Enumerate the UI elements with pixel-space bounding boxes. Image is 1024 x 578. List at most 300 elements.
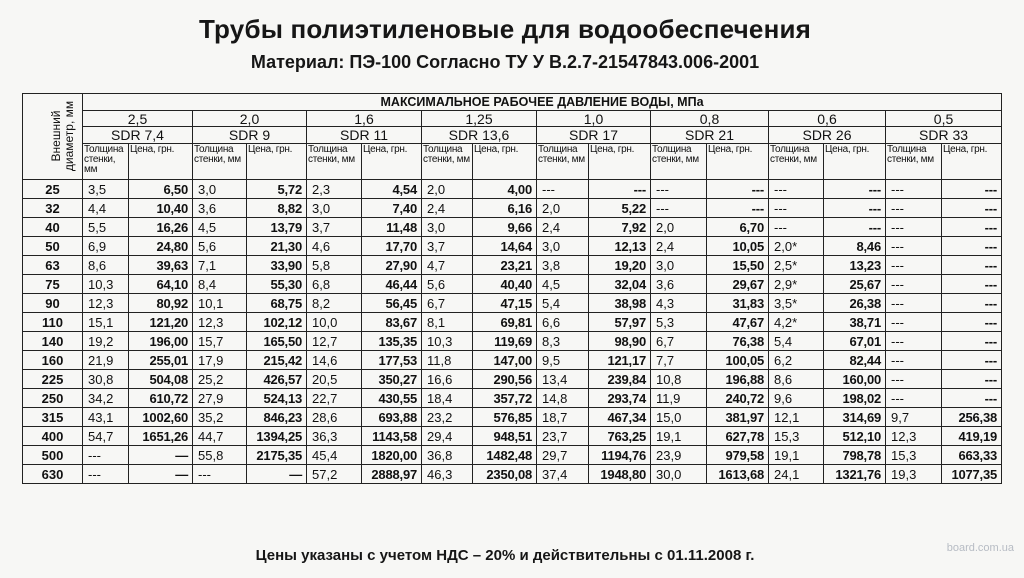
price-cell: 4,00 xyxy=(473,180,537,199)
thickness-cell: 17,9 xyxy=(193,351,247,370)
thickness-cell: 15,0 xyxy=(651,408,707,427)
price-cell: 8,82 xyxy=(247,199,307,218)
price-cell: 2175,35 xyxy=(247,446,307,465)
thickness-cell: 3,5* xyxy=(769,294,824,313)
sub-price-5: Цена, грн. xyxy=(707,144,769,180)
price-cell: 38,71 xyxy=(824,313,886,332)
sdr-4: SDR 17 xyxy=(537,127,651,144)
thickness-cell: 3,5 xyxy=(83,180,129,199)
thickness-cell: 15,1 xyxy=(83,313,129,332)
thickness-cell: 57,2 xyxy=(307,465,362,484)
price-cell: — xyxy=(247,465,307,484)
table-row xyxy=(23,465,1002,484)
diameter-cell: 630 xyxy=(23,465,83,484)
thickness-cell: 6,6 xyxy=(537,313,589,332)
thickness-cell: 4,2* xyxy=(769,313,824,332)
thickness-cell: 35,2 xyxy=(193,408,247,427)
thickness-cell: --- xyxy=(886,275,942,294)
thickness-cell: 8,3 xyxy=(537,332,589,351)
price-cell: 177,53 xyxy=(362,351,422,370)
thickness-cell: 10,0 xyxy=(307,313,362,332)
thickness-cell: 28,6 xyxy=(307,408,362,427)
sub-thickness-0: Толщина стенки, мм xyxy=(83,144,129,180)
sub-price-1: Цена, грн. xyxy=(247,144,307,180)
table-row xyxy=(23,408,1002,427)
thickness-cell: 27,9 xyxy=(193,389,247,408)
price-cell: 1002,60 xyxy=(129,408,193,427)
price-cell: 1820,00 xyxy=(362,446,422,465)
thickness-cell: 6,7 xyxy=(422,294,473,313)
table-row xyxy=(23,332,1002,351)
thickness-cell: 4,5 xyxy=(537,275,589,294)
thickness-cell: 11,9 xyxy=(651,389,707,408)
thickness-cell: 30,8 xyxy=(83,370,129,389)
price-cell: 1077,35 xyxy=(942,465,1002,484)
sub-price-4: Цена, грн. xyxy=(589,144,651,180)
price-cell: --- xyxy=(942,351,1002,370)
thickness-cell: 37,4 xyxy=(537,465,589,484)
table-row xyxy=(23,256,1002,275)
thickness-cell: 6,7 xyxy=(651,332,707,351)
thickness-cell: 20,5 xyxy=(307,370,362,389)
thickness-cell: 5,4 xyxy=(537,294,589,313)
table-row xyxy=(23,446,1002,465)
diameter-cell: 400 xyxy=(23,427,83,446)
thickness-cell: 29,4 xyxy=(422,427,473,446)
price-note: Цены указаны с учетом НДС – 20% и действительны с 01.11.2008 г. xyxy=(255,547,755,564)
thickness-cell: 43,1 xyxy=(83,408,129,427)
thickness-cell: 15,7 xyxy=(193,332,247,351)
thickness-cell: 36,8 xyxy=(422,446,473,465)
price-cell: --- xyxy=(942,180,1002,199)
diameter-cell: 160 xyxy=(23,351,83,370)
price-cell: --- xyxy=(707,180,769,199)
thickness-cell: 18,4 xyxy=(422,389,473,408)
sub-price-3: Цена, грн. xyxy=(473,144,537,180)
thickness-cell: 4,4 xyxy=(83,199,129,218)
price-cell: 57,97 xyxy=(589,313,651,332)
diameter-cell: 75 xyxy=(23,275,83,294)
price-cell: 512,10 xyxy=(824,427,886,446)
price-cell: 798,78 xyxy=(824,446,886,465)
thickness-cell: 8,1 xyxy=(422,313,473,332)
thickness-cell: 16,6 xyxy=(422,370,473,389)
price-cell: 29,67 xyxy=(707,275,769,294)
price-cell: 10,40 xyxy=(129,199,193,218)
price-cell: 524,13 xyxy=(247,389,307,408)
thickness-cell: 19,1 xyxy=(769,446,824,465)
thickness-cell: 8,2 xyxy=(307,294,362,313)
pressure-5: 0,8 xyxy=(651,111,769,127)
price-cell: 121,20 xyxy=(129,313,193,332)
thickness-cell: 8,4 xyxy=(193,275,247,294)
price-cell: 76,38 xyxy=(707,332,769,351)
table-row xyxy=(23,218,1002,237)
diameter-cell: 90 xyxy=(23,294,83,313)
thickness-cell: 54,7 xyxy=(83,427,129,446)
sub-thickness-2: Толщина стенки, мм xyxy=(307,144,362,180)
price-cell: 6,50 xyxy=(129,180,193,199)
price-cell: 12,13 xyxy=(589,237,651,256)
price-cell: — xyxy=(129,465,193,484)
thickness-cell: 19,2 xyxy=(83,332,129,351)
price-cell: 121,17 xyxy=(589,351,651,370)
diameter-cell: 32 xyxy=(23,199,83,218)
thickness-cell: 18,7 xyxy=(537,408,589,427)
table-row xyxy=(23,275,1002,294)
price-cell: 25,67 xyxy=(824,275,886,294)
diameter-cell: 40 xyxy=(23,218,83,237)
price-cell: 16,26 xyxy=(129,218,193,237)
pressure-header: МАКСИМАЛЬНОЕ РАБОЧЕЕ ДАВЛЕНИЕ ВОДЫ, МПа xyxy=(83,94,1002,111)
thickness-cell: 23,9 xyxy=(651,446,707,465)
thickness-cell: 2,3 xyxy=(307,180,362,199)
price-cell: 504,08 xyxy=(129,370,193,389)
price-cell: 147,00 xyxy=(473,351,537,370)
thickness-cell: 2,0 xyxy=(537,199,589,218)
table-row xyxy=(23,199,1002,218)
thickness-cell: 3,8 xyxy=(537,256,589,275)
thickness-cell: 3,0 xyxy=(537,237,589,256)
price-cell: 240,72 xyxy=(707,389,769,408)
price-cell: 196,00 xyxy=(129,332,193,351)
thickness-cell: --- xyxy=(769,180,824,199)
sdr-6: SDR 26 xyxy=(769,127,886,144)
price-cell: 100,05 xyxy=(707,351,769,370)
thickness-cell: 9,5 xyxy=(537,351,589,370)
diameter-cell: 315 xyxy=(23,408,83,427)
price-cell: 40,40 xyxy=(473,275,537,294)
thickness-cell: 12,3 xyxy=(83,294,129,313)
thickness-cell: 12,3 xyxy=(886,427,942,446)
price-cell: --- xyxy=(942,218,1002,237)
thickness-cell: 6,8 xyxy=(307,275,362,294)
price-cell: 135,35 xyxy=(362,332,422,351)
price-cell: 1194,76 xyxy=(589,446,651,465)
thickness-cell: 2,4 xyxy=(537,218,589,237)
price-cell: 26,38 xyxy=(824,294,886,313)
price-cell: 19,20 xyxy=(589,256,651,275)
diameter-cell: 110 xyxy=(23,313,83,332)
thickness-cell: 10,3 xyxy=(422,332,473,351)
thickness-cell: 34,2 xyxy=(83,389,129,408)
thickness-cell: 3,0 xyxy=(651,256,707,275)
thickness-cell: 12,7 xyxy=(307,332,362,351)
thickness-cell: --- xyxy=(769,199,824,218)
thickness-cell: 36,3 xyxy=(307,427,362,446)
thickness-cell: 4,5 xyxy=(193,218,247,237)
price-cell: 21,30 xyxy=(247,237,307,256)
diameter-header: Внешний диаметр, мм xyxy=(49,100,76,172)
page-title: Трубы полиэтиленовые для водообеспечения xyxy=(198,14,812,44)
price-cell: 2350,08 xyxy=(473,465,537,484)
price-cell: --- xyxy=(942,294,1002,313)
table-row xyxy=(23,370,1002,389)
price-cell: 160,00 xyxy=(824,370,886,389)
price-cell: 4,54 xyxy=(362,180,422,199)
thickness-cell: 5,5 xyxy=(83,218,129,237)
price-cell: 7,92 xyxy=(589,218,651,237)
sub-thickness-3: Толщина стенки, мм xyxy=(422,144,473,180)
price-cell: 83,67 xyxy=(362,313,422,332)
price-cell: 215,42 xyxy=(247,351,307,370)
thickness-cell: 9,6 xyxy=(769,389,824,408)
pressure-4: 1,0 xyxy=(537,111,651,127)
thickness-cell: 10,1 xyxy=(193,294,247,313)
thickness-cell: 44,7 xyxy=(193,427,247,446)
thickness-cell: 2,9* xyxy=(769,275,824,294)
thickness-cell: 3,7 xyxy=(307,218,362,237)
price-cell: 15,50 xyxy=(707,256,769,275)
price-cell: 102,12 xyxy=(247,313,307,332)
price-cell: 82,44 xyxy=(824,351,886,370)
sub-thickness-1: Толщина стенки, мм xyxy=(193,144,247,180)
diameter-cell: 25 xyxy=(23,180,83,199)
price-cell: 55,30 xyxy=(247,275,307,294)
thickness-cell: --- xyxy=(886,370,942,389)
price-cell: 693,88 xyxy=(362,408,422,427)
price-cell: 1394,25 xyxy=(247,427,307,446)
price-cell: — xyxy=(129,446,193,465)
price-cell: 6,70 xyxy=(707,218,769,237)
diameter-header-cell xyxy=(23,94,83,180)
diameter-cell: 63 xyxy=(23,256,83,275)
price-cell: 27,90 xyxy=(362,256,422,275)
table-row xyxy=(23,294,1002,313)
thickness-cell: 5,6 xyxy=(422,275,473,294)
thickness-cell: --- xyxy=(886,199,942,218)
thickness-cell: 23,2 xyxy=(422,408,473,427)
price-cell: 5,72 xyxy=(247,180,307,199)
thickness-cell: 23,7 xyxy=(537,427,589,446)
thickness-cell: --- xyxy=(651,180,707,199)
table-row xyxy=(23,389,1002,408)
price-cell: --- xyxy=(824,199,886,218)
thickness-cell: --- xyxy=(769,218,824,237)
pressure-1: 2,0 xyxy=(193,111,307,127)
price-cell: 11,48 xyxy=(362,218,422,237)
thickness-cell: --- xyxy=(886,332,942,351)
thickness-cell: 5,4 xyxy=(769,332,824,351)
thickness-cell: 5,6 xyxy=(193,237,247,256)
thickness-cell: 8,6 xyxy=(769,370,824,389)
price-cell: 350,27 xyxy=(362,370,422,389)
price-cell: 314,69 xyxy=(824,408,886,427)
thickness-cell: 3,0 xyxy=(193,180,247,199)
price-cell: 119,69 xyxy=(473,332,537,351)
price-cell: 68,75 xyxy=(247,294,307,313)
table-row xyxy=(23,313,1002,332)
sub-price-0: Цена, грн. xyxy=(129,144,193,180)
price-cell: --- xyxy=(942,199,1002,218)
pressure-7: 0,5 xyxy=(886,111,1002,127)
price-cell: 1321,76 xyxy=(824,465,886,484)
thickness-cell: 19,3 xyxy=(886,465,942,484)
thickness-cell: 19,1 xyxy=(651,427,707,446)
thickness-cell: --- xyxy=(886,351,942,370)
thickness-cell: 15,3 xyxy=(769,427,824,446)
price-cell: 46,44 xyxy=(362,275,422,294)
price-cell: 5,22 xyxy=(589,199,651,218)
thickness-cell: 46,3 xyxy=(422,465,473,484)
price-cell: 13,23 xyxy=(824,256,886,275)
page-subtitle: Материал: ПЭ-100 Согласно ТУ У В.2.7-21547843.006-2001 xyxy=(250,52,760,72)
thickness-cell: 13,4 xyxy=(537,370,589,389)
thickness-cell: --- xyxy=(886,218,942,237)
price-cell: 290,56 xyxy=(473,370,537,389)
thickness-cell: 4,6 xyxy=(307,237,362,256)
thickness-cell: 11,8 xyxy=(422,351,473,370)
thickness-cell: --- xyxy=(651,199,707,218)
sdr-1: SDR 9 xyxy=(193,127,307,144)
price-cell: 33,90 xyxy=(247,256,307,275)
pressure-2: 1,6 xyxy=(307,111,422,127)
thickness-cell: --- xyxy=(537,180,589,199)
thickness-cell: 2,0 xyxy=(422,180,473,199)
price-cell: 165,50 xyxy=(247,332,307,351)
price-cell: 610,72 xyxy=(129,389,193,408)
price-cell: 64,10 xyxy=(129,275,193,294)
price-cell: --- xyxy=(824,218,886,237)
pressure-0: 2,5 xyxy=(83,111,193,127)
price-cell: 1482,48 xyxy=(473,446,537,465)
diameter-cell: 250 xyxy=(23,389,83,408)
price-cell: --- xyxy=(824,180,886,199)
thickness-cell: 6,2 xyxy=(769,351,824,370)
price-cell: 846,23 xyxy=(247,408,307,427)
price-cell: 430,55 xyxy=(362,389,422,408)
price-cell: 47,67 xyxy=(707,313,769,332)
thickness-cell: --- xyxy=(886,180,942,199)
price-cell: 80,92 xyxy=(129,294,193,313)
table-row xyxy=(23,237,1002,256)
price-cell: --- xyxy=(942,313,1002,332)
price-cell: 1143,58 xyxy=(362,427,422,446)
thickness-cell: 7,7 xyxy=(651,351,707,370)
price-cell: 663,33 xyxy=(942,446,1002,465)
price-cell: 1651,26 xyxy=(129,427,193,446)
price-cell: 381,97 xyxy=(707,408,769,427)
diameter-cell: 50 xyxy=(23,237,83,256)
thickness-cell: 3,0 xyxy=(307,199,362,218)
price-cell: 198,02 xyxy=(824,389,886,408)
thickness-cell: 55,8 xyxy=(193,446,247,465)
thickness-cell: 12,3 xyxy=(193,313,247,332)
price-cell: 1613,68 xyxy=(707,465,769,484)
price-cell: 576,85 xyxy=(473,408,537,427)
price-cell: --- xyxy=(942,256,1002,275)
thickness-cell: 10,3 xyxy=(83,275,129,294)
sub-thickness-7: Толщина стенки, мм xyxy=(886,144,942,180)
price-table xyxy=(22,93,1002,484)
thickness-cell: 25,2 xyxy=(193,370,247,389)
thickness-cell: 45,4 xyxy=(307,446,362,465)
thickness-cell: 8,6 xyxy=(83,256,129,275)
thickness-cell: 12,1 xyxy=(769,408,824,427)
price-cell: 627,78 xyxy=(707,427,769,446)
pressure-6: 0,6 xyxy=(769,111,886,127)
thickness-cell: --- xyxy=(886,294,942,313)
price-cell: 56,45 xyxy=(362,294,422,313)
table-row xyxy=(23,427,1002,446)
price-cell: 239,84 xyxy=(589,370,651,389)
price-cell: --- xyxy=(942,370,1002,389)
thickness-cell: 2,4 xyxy=(422,199,473,218)
pressure-3: 1,25 xyxy=(422,111,537,127)
thickness-cell: --- xyxy=(886,237,942,256)
price-cell: --- xyxy=(942,332,1002,351)
sdr-0: SDR 7,4 xyxy=(83,127,193,144)
price-cell: 7,40 xyxy=(362,199,422,218)
thickness-cell: 3,0 xyxy=(422,218,473,237)
thickness-cell: 15,3 xyxy=(886,446,942,465)
thickness-cell: 24,1 xyxy=(769,465,824,484)
table-row xyxy=(23,180,1002,199)
price-cell: 14,64 xyxy=(473,237,537,256)
price-cell: 32,04 xyxy=(589,275,651,294)
sdr-7: SDR 33 xyxy=(886,127,1002,144)
price-cell: 47,15 xyxy=(473,294,537,313)
sdr-5: SDR 21 xyxy=(651,127,769,144)
thickness-cell: 3,7 xyxy=(422,237,473,256)
thickness-cell: --- xyxy=(886,313,942,332)
thickness-cell: 14,6 xyxy=(307,351,362,370)
price-cell: 763,25 xyxy=(589,427,651,446)
price-cell: 39,63 xyxy=(129,256,193,275)
price-cell: --- xyxy=(589,180,651,199)
thickness-cell: 4,7 xyxy=(422,256,473,275)
price-cell: 293,74 xyxy=(589,389,651,408)
price-cell: 8,46 xyxy=(824,237,886,256)
price-cell: 98,90 xyxy=(589,332,651,351)
thickness-cell: 2,5* xyxy=(769,256,824,275)
sub-price-2: Цена, грн. xyxy=(362,144,422,180)
price-cell: 467,34 xyxy=(589,408,651,427)
price-cell: 196,88 xyxy=(707,370,769,389)
thickness-cell: 10,8 xyxy=(651,370,707,389)
sub-price-6: Цена, грн. xyxy=(824,144,886,180)
price-cell: 6,16 xyxy=(473,199,537,218)
price-cell: 9,66 xyxy=(473,218,537,237)
price-cell: 10,05 xyxy=(707,237,769,256)
thickness-cell: 22,7 xyxy=(307,389,362,408)
price-cell: 255,01 xyxy=(129,351,193,370)
diameter-cell: 225 xyxy=(23,370,83,389)
sub-price-7: Цена, грн. xyxy=(942,144,1002,180)
thickness-cell: 4,3 xyxy=(651,294,707,313)
price-cell: 1948,80 xyxy=(589,465,651,484)
price-cell: 69,81 xyxy=(473,313,537,332)
thickness-cell: --- xyxy=(886,389,942,408)
price-cell: --- xyxy=(707,199,769,218)
sub-thickness-6: Толщина стенки, мм xyxy=(769,144,824,180)
thickness-cell: 3,6 xyxy=(651,275,707,294)
watermark: board.com.ua xyxy=(946,542,1014,554)
price-cell: 357,72 xyxy=(473,389,537,408)
price-cell: 948,51 xyxy=(473,427,537,446)
price-cell: 256,38 xyxy=(942,408,1002,427)
sdr-3: SDR 13,6 xyxy=(422,127,537,144)
price-cell: 17,70 xyxy=(362,237,422,256)
price-cell: 2888,97 xyxy=(362,465,422,484)
sub-thickness-5: Толщина стенки, мм xyxy=(651,144,707,180)
thickness-cell: 21,9 xyxy=(83,351,129,370)
price-cell: --- xyxy=(942,389,1002,408)
thickness-cell: --- xyxy=(886,256,942,275)
thickness-cell: --- xyxy=(83,465,129,484)
thickness-cell: 2,0* xyxy=(769,237,824,256)
thickness-cell: 2,4 xyxy=(651,237,707,256)
